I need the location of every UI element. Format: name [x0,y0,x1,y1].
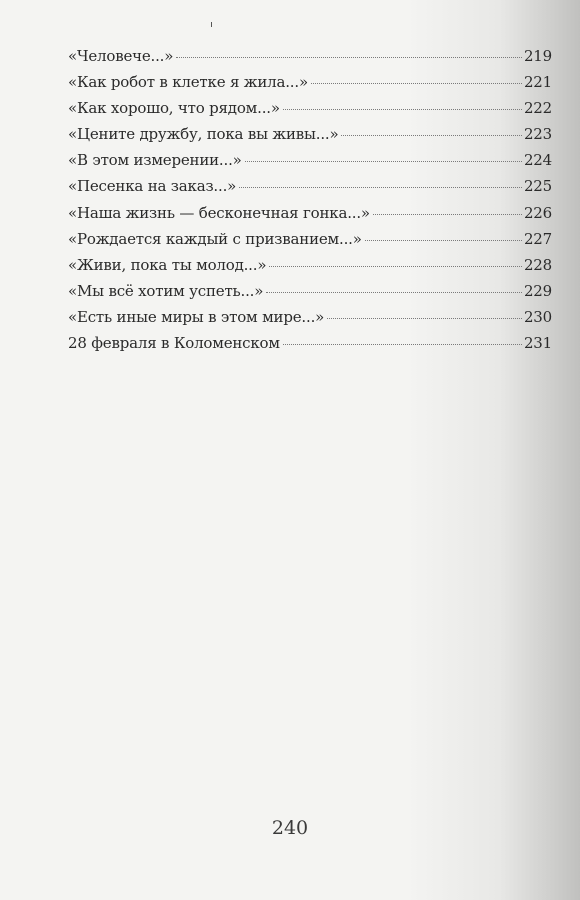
toc-entry-title: «Рождается каждый с призванием...» [68,229,362,248]
toc-entry [68,97,552,123]
toc-entry [68,280,552,306]
toc-entry-title: «Есть иные миры в этом мире...» [68,307,325,326]
dot-leader [239,187,522,188]
dot-leader [327,318,522,319]
toc-entry-page: 229 [523,281,552,300]
toc-entry-title: «Наша жизнь — бесконечная гонка...» [68,203,370,222]
dot-leader [266,292,522,293]
toc-entry-page: 227 [523,229,552,248]
toc-entry-title: «Живи, пока ты молод...» [68,255,267,274]
toc-entry-page: 228 [523,255,552,274]
toc-entry [68,123,552,149]
dot-leader [245,161,522,162]
dot-leader [311,83,522,84]
toc-entry-page: 226 [523,203,552,222]
toc-entry-page: 225 [523,177,552,196]
toc-entry [68,202,552,228]
toc-entry-page: 230 [523,307,552,326]
toc-entry-page: 223 [523,125,552,144]
toc-entry-title: «Как робот в клетке я жила...» [68,73,308,92]
toc-entry [68,228,552,254]
toc-entry [68,175,552,201]
toc-entry [68,306,552,332]
toc-entry-title: 28 февраля в Коломенском [68,334,280,353]
dot-leader [269,266,522,267]
toc-entry [68,149,552,175]
dot-leader [283,109,522,110]
table-of-contents [68,45,552,358]
toc-entry-title: «В этом измерении...» [68,151,242,170]
dot-leader [373,214,522,215]
toc-entry-title: «Песенка на заказ...» [68,177,237,196]
toc-entry-title: «Как хорошо, что рядом...» [68,99,280,118]
dot-leader [341,135,522,136]
toc-entry-title: «Человече...» [68,47,174,65]
toc-entry [68,71,552,97]
toc-entry-page: 224 [523,151,552,170]
toc-entry-page: 231 [523,334,552,353]
dot-leader [365,240,522,241]
dot-leader [283,344,522,345]
toc-entry-title: «Мы всё хотим успеть...» [68,281,264,300]
print-speck [211,22,212,27]
toc-entry [68,254,552,280]
toc-entry-page: 222 [523,99,552,118]
toc-entry-title: «Цените дружбу, пока вы живы...» [68,125,339,144]
page-number: 240 [271,817,309,839]
toc-entry-page: 219 [523,47,552,65]
toc-entry [68,332,552,358]
toc-entry [68,45,552,71]
toc-entry-page: 221 [523,73,552,92]
dot-leader [176,57,522,58]
